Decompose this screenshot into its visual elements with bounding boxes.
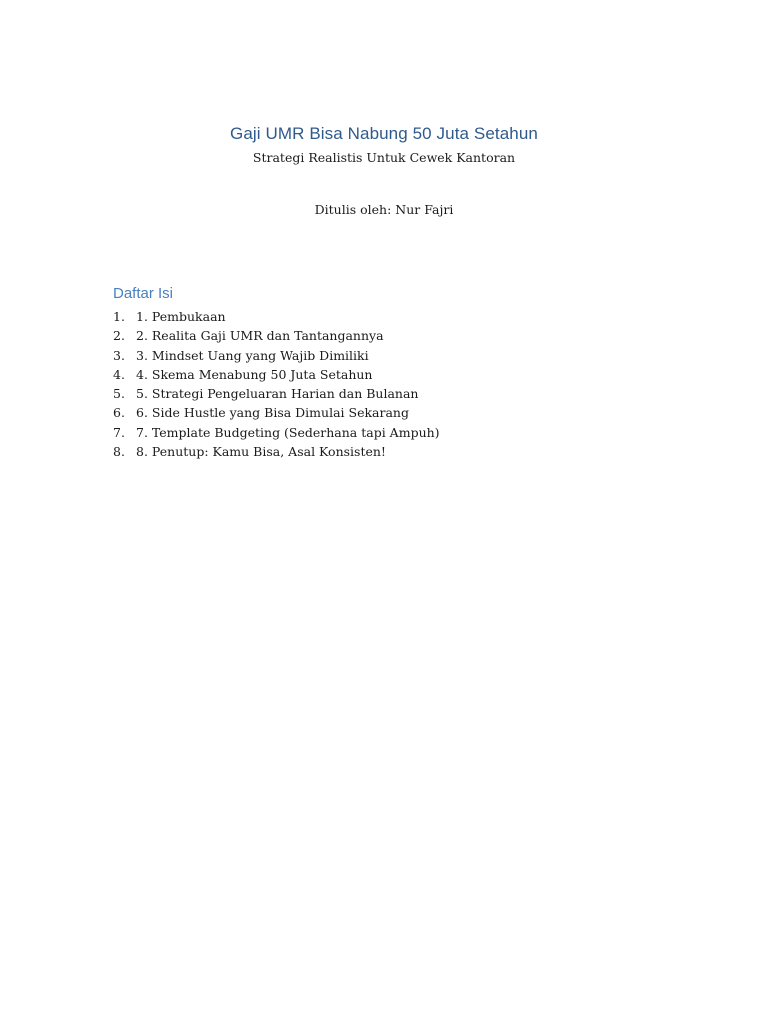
toc-item-label: 3. Mindset Uang yang Wajib Dimiliki [136, 347, 369, 363]
toc-item-number: 5. [113, 386, 125, 402]
toc-item-number: 7. [113, 424, 125, 440]
toc-item [113, 365, 440, 384]
toc-item-label: 2. Realita Gaji UMR dan Tantangannya [136, 328, 384, 344]
toc-item [113, 442, 440, 461]
toc-item-number: 3. [113, 347, 125, 363]
toc-item [113, 423, 440, 442]
document-title: Gaji UMR Bisa Nabung 50 Juta Setahun [230, 124, 538, 143]
toc-item-label: 8. Penutup: Kamu Bisa, Asal Konsisten! [136, 444, 386, 460]
toc-item [113, 307, 440, 326]
toc-item-number: 2. [113, 328, 125, 344]
toc-item [113, 403, 440, 422]
toc-item-number: 4. [113, 366, 125, 382]
toc-item [113, 326, 440, 345]
toc-item-number: 1. [113, 309, 125, 324]
toc-item-label: 6. Side Hustle yang Bisa Dimulai Sekarang [136, 405, 409, 421]
toc-item [113, 384, 440, 403]
toc-item-label: 7. Template Budgeting (Sederhana tapi Ampuh) [136, 424, 440, 440]
toc-item-label: 4. Skema Menabung 50 Juta Setahun [136, 366, 373, 382]
toc-item-label: 1. Pembukaan [136, 309, 226, 324]
toc-item [113, 346, 440, 365]
document-subtitle: Strategi Realistis Untuk Cewek Kantoran [252, 150, 516, 165]
toc-item-number: 8. [113, 444, 125, 460]
toc-item-label: 5. Strategi Pengeluaran Harian dan Bulanan [136, 386, 419, 402]
toc-item-number: 6. [113, 405, 125, 421]
toc-list [113, 307, 440, 461]
author-line: Ditulis oleh: Nur Fajri [314, 202, 454, 217]
toc-heading: Daftar Isi [113, 285, 174, 302]
